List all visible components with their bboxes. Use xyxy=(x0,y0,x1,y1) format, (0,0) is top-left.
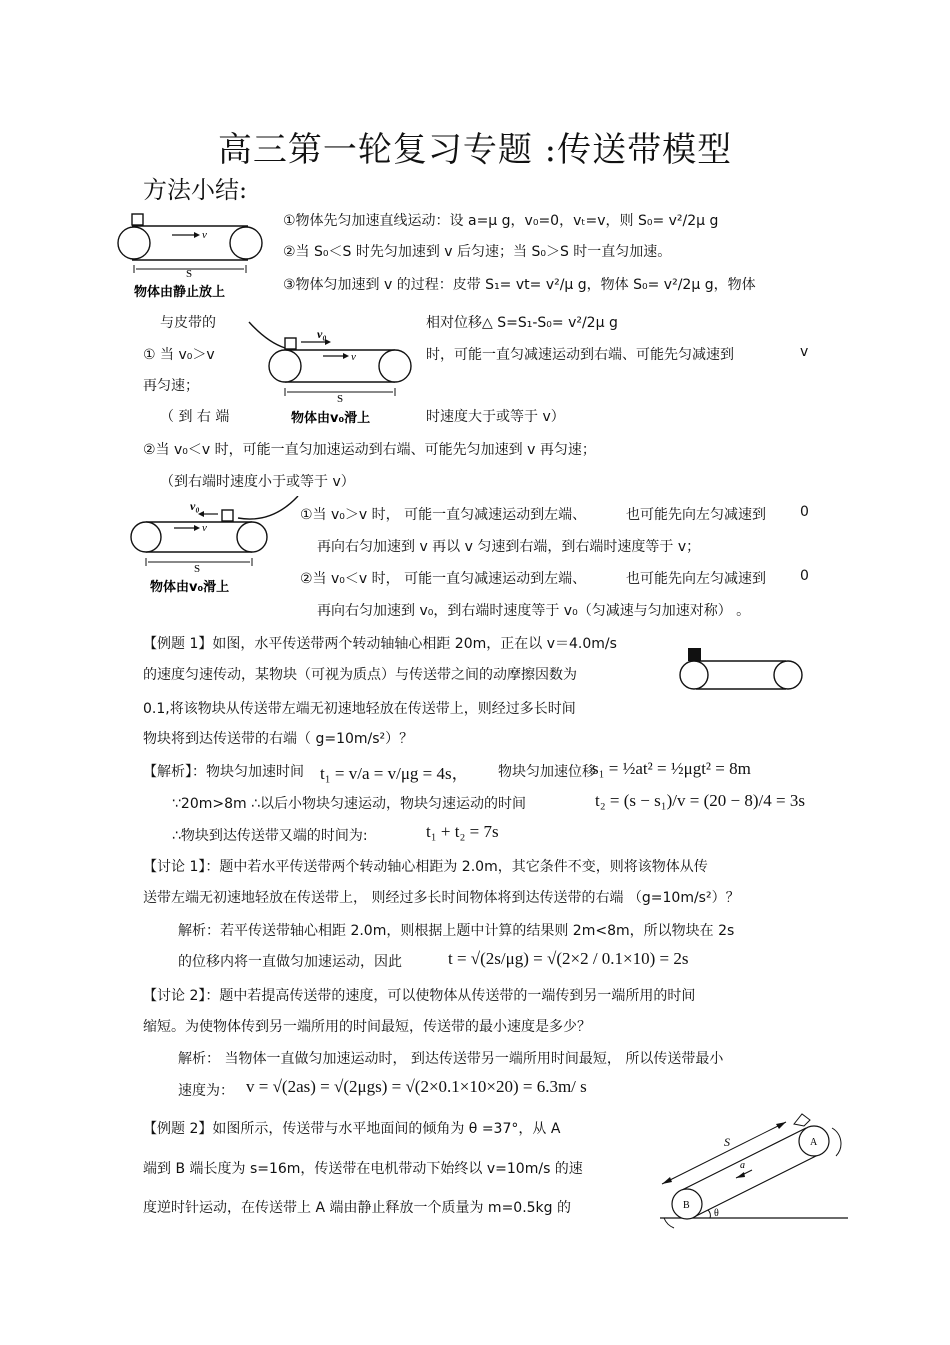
figure-inclined-belt xyxy=(652,1100,852,1232)
angle-label: θ xyxy=(714,1208,719,1219)
text-line: 0 xyxy=(800,568,809,584)
example1-text: 的速度匀速传动，某物块（可视为质点）与传送带之间的动摩擦因数为 xyxy=(143,667,577,683)
velocity-label: v xyxy=(202,229,207,241)
example2-text: 端到 B 端长度为 s=16m，传送带在电机带动下始终以 v=10m/s 的速 xyxy=(143,1161,583,1177)
discussion1-text: 的位移内将一直做匀加速运动，因此 xyxy=(178,954,402,970)
v0-label: v₀ xyxy=(190,499,200,513)
point-b-label: B xyxy=(683,1200,690,1211)
equation-t1: t₁ = v/a = v/μg = 4s， xyxy=(320,764,469,783)
point-a-label: A xyxy=(810,1137,818,1148)
length-label: S xyxy=(337,393,344,405)
discussion2-text: 速度为： xyxy=(178,1083,234,1099)
text-line: ②当 v₀＜v 时， 可能一直匀减速运动到左端、 xyxy=(300,571,587,587)
example1-text: 0.1,将该物块从传送带左端无初速地轻放在传送带上，则经过多长时间 xyxy=(143,701,576,717)
figure-example1-belt xyxy=(672,644,812,694)
example2-text: 度逆时针运动，在传送带上 A 端由静止释放一个质量为 m=0.5kg 的 xyxy=(143,1200,572,1216)
text-line: ①物体先匀加速直线运动：设 a=μ g，v₀=0，vₜ=v，则 S₀= v²/2μ g xyxy=(283,213,719,229)
discussion2-text: 【讨论 2】：题中若提高传送带的速度，可以使物体从传送带的一端传到另一端所用的时间 xyxy=(143,988,696,1004)
length-label: S xyxy=(194,563,201,575)
text-line: 再匀速； xyxy=(143,378,199,394)
text-line: 时速度大于或等于 v） xyxy=(426,409,565,425)
figure-conveyor-v0-right xyxy=(245,318,415,428)
discussion1-text: 送带左端无初速地轻放在传送带上， 则经过多长时间物体将到达传送带的右端 （g=10m/s²）？ xyxy=(143,890,740,906)
equation-s1: s₁ = ½at² = ½μgt² = 8m xyxy=(592,759,751,778)
v0-label: v₀ xyxy=(317,327,327,341)
text-line: 相对位移△ S=S₁-S₀= v²/2μ g xyxy=(426,315,618,331)
text-line: ① 当 v₀＞v xyxy=(143,347,215,363)
text-line: ②当 S₀＜S 时先匀加速到 v 后匀速；当 S₀＞S 时一直匀加速。 xyxy=(283,244,672,260)
equation-discussion2: v = √(2as) = √(2μgs) = √(2×0.1×10×20) = 6.3m/ s xyxy=(246,1077,587,1096)
length-label: S xyxy=(724,1135,730,1149)
velocity-label: v xyxy=(202,522,207,534)
text-line: 0 xyxy=(800,504,809,520)
text-line: 再向右匀加速到 v 再以 v 匀速到右端，到右端时速度等于 v； xyxy=(317,539,701,555)
acceleration-label: a xyxy=(740,1160,745,1171)
section-heading: 方法小结: xyxy=(143,176,248,204)
velocity-label: v xyxy=(351,351,356,363)
figure-caption: 物体由v₀滑上 xyxy=(150,580,230,595)
solution-text: 【解析】：物块匀加速时间 xyxy=(143,764,304,780)
figure-conveyor-static xyxy=(112,210,272,302)
text-line: ②当 v₀＜v 时，可能一直匀加速运动到右端、可能先匀加速到 v 再匀速； xyxy=(143,442,596,458)
text-line: 再向右匀加速到 v₀，到右端时速度等于 v₀（匀减速与匀加速对称） 。 xyxy=(317,603,751,619)
text-line: ①当 v₀＞v 时， 可能一直匀减速运动到左端、 xyxy=(300,507,587,523)
example1-text: 【例题 1】如图，水平传送带两个转动轴轴心相距 20m，正在以 v＝4.0m/s xyxy=(143,636,617,652)
example2-text: 【例题 2】如图所示，传送带与水平地面间的倾角为 θ =37°，从 A xyxy=(143,1121,561,1137)
solution-text: ∴物块到达传送带又端的时间为: xyxy=(172,828,368,844)
length-label: S xyxy=(186,268,193,280)
text-line: ③物体匀加速到 v 的过程：皮带 S₁= vt= v²/μ g，物体 S₀= v²/2μ g，物体 xyxy=(283,277,756,293)
equation-total-time: t₁ + t₂ = 7s xyxy=(426,822,499,841)
equation-discussion1: t = √(2s/μg) = √(2×2 / 0.1×10) = 2s xyxy=(448,949,689,968)
discussion1-text: 解析：若平传送带轴心相距 2.0m，则根据上题中计算的结果则 2m<8m，所以物块在 2s xyxy=(178,923,735,939)
figure-conveyor-v0-left xyxy=(122,496,302,600)
solution-text: 物块匀加速位移 xyxy=(498,764,596,780)
text-line: 时，可能一直匀减速运动到右端、可能先匀减速到 xyxy=(426,347,734,363)
figure-caption: 物体由v₀滑上 xyxy=(291,411,371,426)
text-line: （ 到 右 端 xyxy=(160,409,230,425)
example1-text: 物块将到达传送带的右端（ g=10m/s²）？ xyxy=(143,731,414,747)
text-line: （到右端时速度小于或等于 v） xyxy=(160,474,355,490)
solution-text: ∵20m>8m ∴以后小物块匀速运动，物块匀速运动的时间 xyxy=(172,796,526,812)
text-line: v xyxy=(800,344,809,360)
figure-caption: 物体由静止放上 xyxy=(134,285,226,300)
discussion2-text: 解析： 当物体一直做匀加速运动时， 到达传送带另一端所用时间最短， 所以传送带最小 xyxy=(178,1051,724,1067)
text-line: 与皮带的 xyxy=(160,315,216,331)
discussion2-text: 缩短。为使物体传到另一端所用的时间最短，传送带的最小速度是多少？ xyxy=(143,1019,591,1035)
discussion1-text: 【讨论 1】：题中若水平传送带两个转动轴心相距为 2.0m，其它条件不变，则将该物体从传 xyxy=(143,859,708,875)
text-line: 也可能先向左匀减速到 xyxy=(626,571,766,587)
text-line: 也可能先向左匀减速到 xyxy=(626,507,766,523)
equation-t2: t₂ = (s − s₁)/v = (20 − 8)/4 = 3s xyxy=(595,791,805,810)
page-title: 高三第一轮复习专题 :传送带模型 xyxy=(217,130,733,170)
